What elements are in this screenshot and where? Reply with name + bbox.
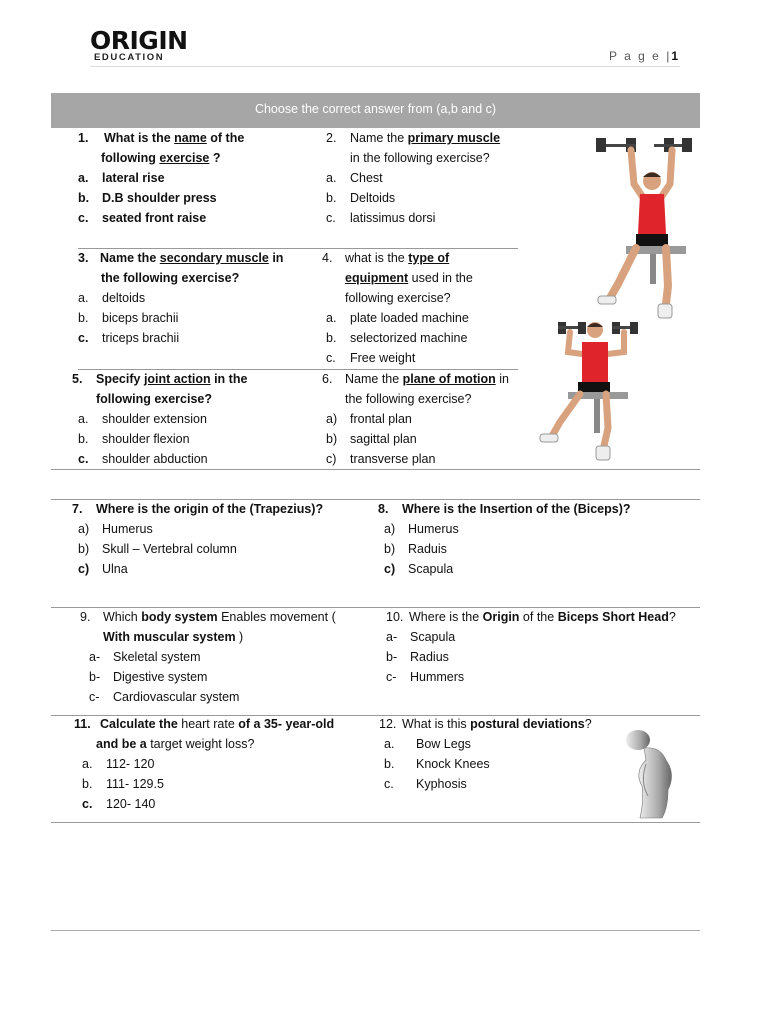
q6-number: 6. <box>322 372 333 386</box>
q12-option-c-text: Kyphosis <box>416 777 467 791</box>
q12-option-b[interactable] <box>379 754 629 774</box>
q6-option-a-key: a) <box>326 412 338 426</box>
q9-option-b[interactable] <box>80 667 360 687</box>
q7-option-a[interactable] <box>72 519 362 539</box>
q4-option-a-text: plate loaded machine <box>350 311 469 325</box>
q10-option-a[interactable] <box>386 627 686 647</box>
q8-option-b-text: Raduis <box>408 542 447 556</box>
question-1 <box>78 128 308 228</box>
footer-divider <box>51 930 700 931</box>
q9-option-c-text: Cardiovascular system <box>113 690 240 704</box>
q2-line2: in the following exercise? <box>350 151 490 165</box>
q7-option-b-key: b) <box>78 542 90 556</box>
q10-option-c-key: c- <box>386 670 397 684</box>
q9-text-a: Which <box>103 610 142 624</box>
logo-subtitle: EDUCATION <box>94 52 165 63</box>
q5-text-c: in the <box>210 372 248 386</box>
q2-option-a-key: a. <box>326 171 337 185</box>
q10-text-e: ? <box>668 610 676 624</box>
q2-option-b-text: Deltoids <box>350 191 396 205</box>
q8-option-a-key: a) <box>384 522 396 536</box>
q12-option-a[interactable] <box>379 734 629 754</box>
q7-text: Where is the origin of the (Trapezius)? <box>96 502 324 516</box>
q7-option-c-text: Ulna <box>102 562 128 576</box>
q11-option-c[interactable] <box>74 794 364 814</box>
page-label: P a g e <box>609 49 661 63</box>
q8-text: Where is the Insertion of the (Biceps)? <box>402 502 631 516</box>
q6-option-c-key: c) <box>326 452 337 466</box>
q4-text-b: type of <box>408 251 450 265</box>
q2-option-a-text: Chest <box>350 171 383 185</box>
q5-line2: following exercise? <box>96 392 213 406</box>
q3-line2: the following exercise? <box>101 271 240 285</box>
page-number-value: 1 <box>671 49 678 63</box>
q12-option-b-text: Knock Knees <box>416 757 490 771</box>
q2-option-b[interactable] <box>326 188 526 208</box>
q3-option-b[interactable] <box>78 308 318 328</box>
q8-option-b-key: b) <box>384 542 396 556</box>
q2-text-a: Name the <box>350 131 408 145</box>
q9-option-a-text: Skeletal system <box>113 650 201 664</box>
q1-text-c: of the <box>206 131 245 145</box>
q11-option-a-text: 112- 120 <box>106 757 155 771</box>
q3-option-c-text: triceps brachii <box>102 331 180 345</box>
q9-line2-b: ) <box>235 630 244 644</box>
q7-option-c-key: c) <box>78 562 90 576</box>
q1-option-b-key: b. <box>78 191 90 205</box>
q4-text-a: what is the <box>345 251 409 265</box>
question-12 <box>379 714 629 794</box>
q4-option-b-key: b. <box>326 331 337 345</box>
q6-line2: the following exercise? <box>345 392 472 406</box>
q10-text-d: Biceps Short Head <box>557 610 669 624</box>
q11-option-b-key: b. <box>82 777 93 791</box>
q8-number: 8. <box>378 502 389 516</box>
q7-option-a-text: Humerus <box>102 522 153 536</box>
q6-option-b[interactable] <box>322 429 522 449</box>
q1-option-c-key: c. <box>78 211 89 225</box>
q3-option-c[interactable] <box>78 328 318 348</box>
q5-option-a[interactable] <box>72 409 312 429</box>
q5-option-c-text: shoulder abduction <box>102 452 208 466</box>
q5-option-a-key: a. <box>78 412 89 426</box>
shoulder-press-bottom-illustration <box>538 318 642 463</box>
q5-option-c-key: c. <box>78 452 89 466</box>
q10-option-b[interactable] <box>386 647 686 667</box>
q7-option-b[interactable] <box>72 539 362 559</box>
q6-text-c: in <box>495 372 509 386</box>
question-2 <box>326 128 526 228</box>
question-11 <box>74 714 364 814</box>
q6-text-b: plane of motion <box>402 372 496 386</box>
q8-option-c-text: Scapula <box>408 562 454 576</box>
q8-option-b[interactable] <box>378 539 678 559</box>
q7-number: 7. <box>72 502 83 516</box>
row-divider <box>51 822 700 823</box>
q6-option-c[interactable] <box>322 449 522 469</box>
posture-torso-illustration <box>624 724 682 820</box>
q8-option-c[interactable] <box>378 559 678 579</box>
q1-option-b-text: D.B shoulder press <box>102 191 217 205</box>
q12-option-a-text: Bow Legs <box>416 737 471 751</box>
q9-line2-a: With muscular system <box>103 630 236 644</box>
q11-text-c: of a 35- year-old <box>234 717 335 731</box>
row-divider <box>51 469 700 470</box>
q1-option-a[interactable] <box>78 168 308 188</box>
q2-option-a[interactable] <box>326 168 526 188</box>
q10-number: 10. <box>386 610 404 624</box>
q11-line2-a: and be a <box>96 737 151 751</box>
q10-option-b-text: Radius <box>410 650 449 664</box>
q4-option-a[interactable] <box>322 308 522 328</box>
q6-option-a-text: frontal plan <box>350 412 412 426</box>
q1-line2-c: ? <box>209 151 221 165</box>
q2-option-c[interactable] <box>326 208 526 228</box>
q5-option-a-text: shoulder extension <box>102 412 207 426</box>
q12-option-c-key: c. <box>384 777 394 791</box>
question-8 <box>378 499 678 579</box>
q6-text-a: Name the <box>345 372 403 386</box>
q12-text-a: What is this <box>402 717 471 731</box>
q11-option-c-key: c. <box>82 797 93 811</box>
header-divider <box>90 66 680 67</box>
q1-option-a-text: lateral rise <box>102 171 165 185</box>
q11-option-c-text: 120- 140 <box>106 797 156 811</box>
q1-option-a-key: a. <box>78 171 89 185</box>
q6-option-a[interactable] <box>322 409 522 429</box>
q10-option-a-key: a- <box>386 630 398 644</box>
question-4 <box>322 248 522 368</box>
q4-line3: following exercise? <box>345 291 451 305</box>
q10-option-c-text: Hummers <box>410 670 465 684</box>
q9-option-a-key: a- <box>89 650 101 664</box>
q12-option-a-key: a. <box>384 737 395 751</box>
q5-text-b: joint action <box>143 372 211 386</box>
q1-option-c-text: seated front raise <box>102 211 207 225</box>
shoulder-press-top-illustration <box>596 136 692 326</box>
q3-number: 3. <box>78 251 89 265</box>
q5-option-b-key: b. <box>78 432 89 446</box>
q2-option-c-text: latissimus dorsi <box>350 211 436 225</box>
q12-number: 12. <box>379 717 397 731</box>
q7-option-b-text: Skull – Vertebral column <box>102 542 237 556</box>
q3-option-a[interactable] <box>78 288 318 308</box>
q4-line2-a: equipment <box>345 271 409 285</box>
instruction-banner: Choose the correct answer from (a,b and c) <box>51 93 700 128</box>
q4-option-c-text: Free weight <box>350 351 416 365</box>
q5-text-a: Specify <box>96 372 144 386</box>
q2-number: 2. <box>326 131 337 145</box>
q12-text-b: postural deviations <box>470 717 585 731</box>
q8-option-a-text: Humerus <box>408 522 459 536</box>
q9-option-b-key: b- <box>89 670 101 684</box>
q4-option-c-key: c. <box>326 351 336 365</box>
q1-option-b[interactable] <box>78 188 308 208</box>
q7-option-a-key: a) <box>78 522 90 536</box>
question-9 <box>80 607 360 707</box>
question-6 <box>322 369 522 469</box>
q1-text-a: What is the <box>104 131 175 145</box>
q1-option-c[interactable] <box>78 208 308 228</box>
q10-text-a: Where is the <box>409 610 483 624</box>
q4-number: 4. <box>322 251 333 265</box>
q10-text-b: Origin <box>482 610 520 624</box>
q5-option-c[interactable] <box>72 449 312 469</box>
q9-option-c-key: c- <box>89 690 100 704</box>
q10-text-c: of the <box>519 610 558 624</box>
q11-option-a[interactable] <box>74 754 364 774</box>
q9-text-c: Enables movement ( <box>217 610 336 624</box>
q12-option-b-key: b. <box>384 757 395 771</box>
question-5 <box>72 369 312 469</box>
q3-text-a: Name the <box>100 251 160 265</box>
question-3 <box>78 248 318 348</box>
q10-option-c[interactable] <box>386 667 686 687</box>
q6-option-b-text: sagittal plan <box>350 432 417 446</box>
q11-option-b[interactable] <box>74 774 364 794</box>
q3-text-b: secondary muscle <box>159 251 269 265</box>
q9-text-b: body system <box>141 610 218 624</box>
q8-option-a[interactable] <box>378 519 678 539</box>
q9-number: 9. <box>80 610 91 624</box>
page-separator: | <box>666 49 672 63</box>
q1-line2-b: exercise <box>159 151 210 165</box>
q1-text-b: name <box>174 131 207 145</box>
q9-option-b-text: Digestive system <box>113 670 208 684</box>
q4-option-b[interactable] <box>322 328 522 348</box>
q6-option-c-text: transverse plan <box>350 452 436 466</box>
q10-option-b-key: b- <box>386 650 398 664</box>
q12-option-c[interactable] <box>379 774 629 794</box>
q4-line2-b: used in the <box>408 271 473 285</box>
q4-option-a-key: a. <box>326 311 337 325</box>
q2-text-b: primary muscle <box>407 131 501 145</box>
q3-option-a-key: a. <box>78 291 89 305</box>
q8-option-c-key: c) <box>384 562 396 576</box>
q11-text-b: heart rate <box>181 717 235 731</box>
q3-option-b-key: b. <box>78 311 89 325</box>
q1-line2-a: following <box>101 151 160 165</box>
q11-line2-b: target weight loss? <box>150 737 255 751</box>
q4-option-c[interactable] <box>322 348 522 368</box>
q3-option-b-text: biceps brachii <box>102 311 179 325</box>
q11-number: 11. <box>74 717 91 731</box>
q3-text-c: in <box>268 251 284 265</box>
question-7 <box>72 499 362 579</box>
q10-option-a-text: Scapula <box>410 630 456 644</box>
q6-option-b-key: b) <box>326 432 338 446</box>
q9-option-c[interactable] <box>80 687 360 707</box>
q12-text-c: ? <box>584 717 592 731</box>
q4-option-b-text: selectorized machine <box>350 331 468 345</box>
question-10 <box>386 607 686 687</box>
page-number <box>609 49 678 63</box>
q11-text-a: Calculate the <box>100 717 182 731</box>
origin-logo: ORIGIN <box>90 26 188 55</box>
q2-option-b-key: b. <box>326 191 337 205</box>
q2-option-c-key: c. <box>326 211 336 225</box>
q9-option-a[interactable] <box>80 647 360 667</box>
q5-number: 5. <box>72 372 83 386</box>
q3-option-c-key: c. <box>78 331 89 345</box>
q5-option-b[interactable] <box>72 429 312 449</box>
q11-option-a-key: a. <box>82 757 93 771</box>
q3-option-a-text: deltoids <box>102 291 146 305</box>
q7-option-c[interactable] <box>72 559 362 579</box>
q1-number: 1. <box>78 131 89 145</box>
q5-option-b-text: shoulder flexion <box>102 432 190 446</box>
q11-option-b-text: 111- 129.5 <box>106 777 164 791</box>
